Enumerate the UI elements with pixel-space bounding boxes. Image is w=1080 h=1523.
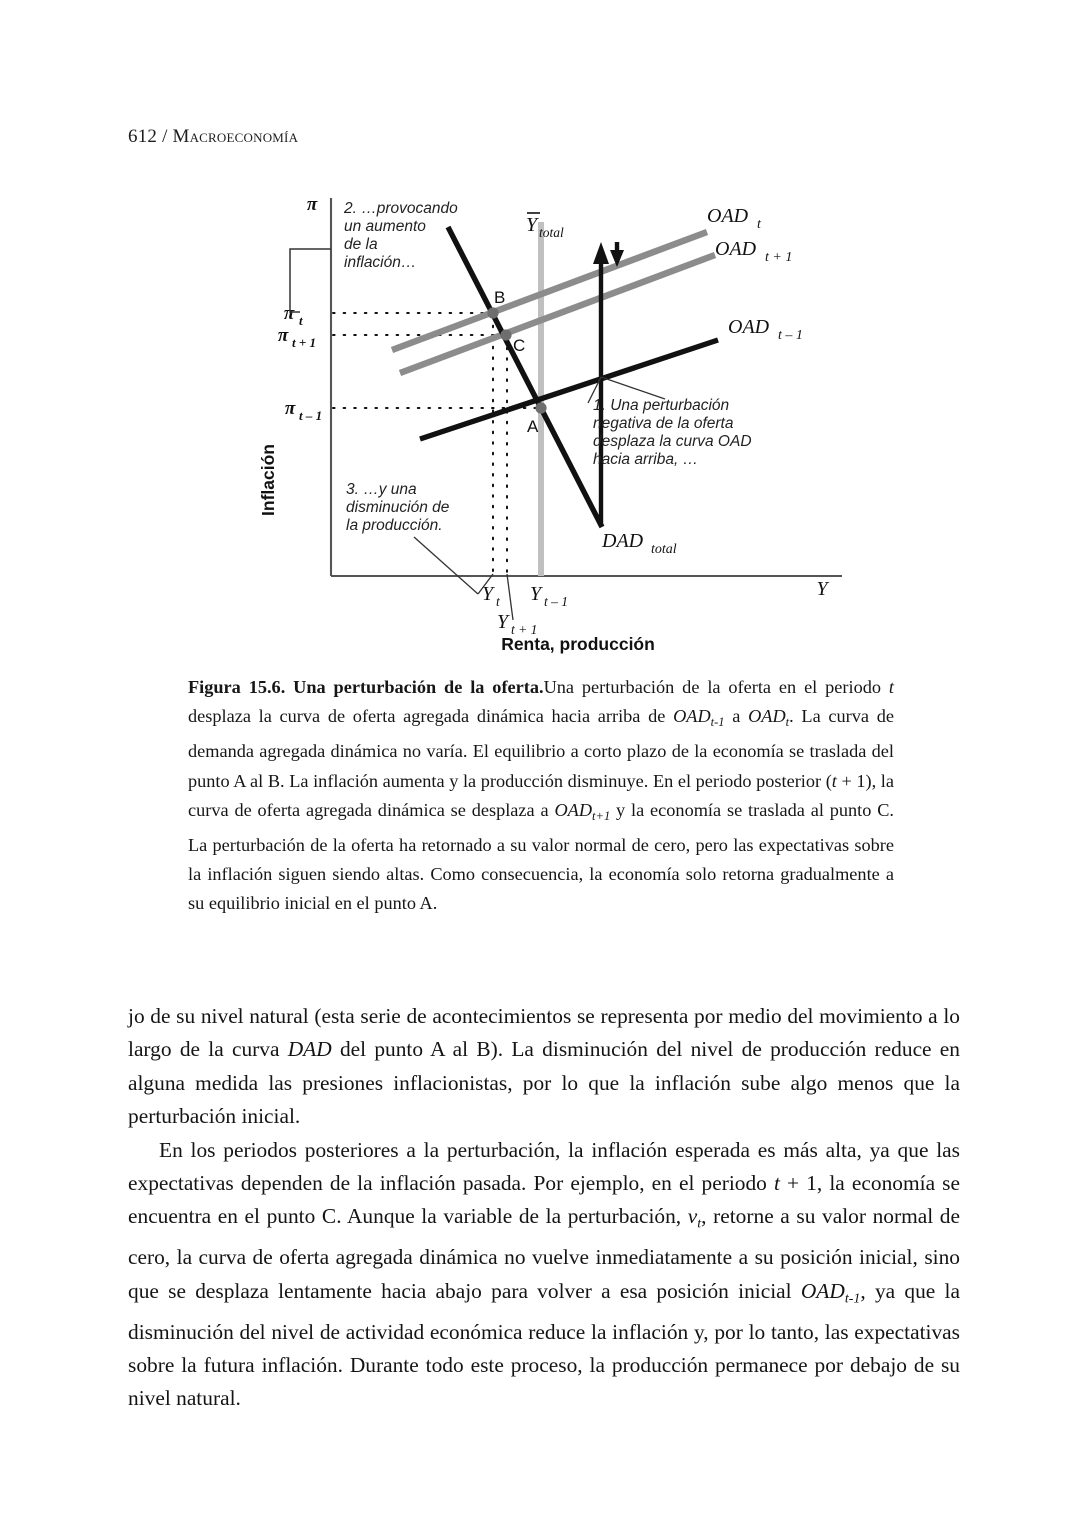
caption-oad-1-sub: t-1 — [710, 715, 725, 730]
x-tick-y-t-plus-1-base: Y — [497, 611, 509, 633]
paragraph-2-ital-v: v — [687, 1204, 698, 1229]
caption-label: Figura 15.6. — [188, 677, 286, 697]
annotation-1-line-2: negativa de la oferta — [593, 415, 734, 432]
paragraph-2-ital-v-sub: t — [697, 1216, 702, 1232]
y-tick-pi-t-minus-1-base: π — [284, 398, 296, 419]
potential-output-label — [526, 213, 564, 240]
x-tick-y-t — [482, 583, 501, 609]
x-tick-y-t-plus-1-sub: t + 1 — [511, 622, 538, 637]
y-tick-pi-t-plus-1-sub: t + 1 — [292, 335, 317, 350]
caption-oad-2-sub: t — [785, 715, 790, 730]
running-head — [128, 126, 298, 148]
y-tick-pi-t-sub: t — [299, 313, 303, 328]
annotation-1-leader-b — [601, 377, 665, 399]
potential-output-base: Y — [526, 214, 538, 236]
marker-point-b — [487, 307, 498, 318]
label-dad-total-sub: total — [651, 542, 677, 557]
annotation-3-line-1: 3. …y una — [346, 481, 417, 498]
paragraph-2-part-2: + 1, la economía se encuentra en el punto C. Aunque la variable de la perturbación, — [128, 1171, 960, 1229]
running-head-separator: / — [162, 126, 168, 147]
curve-oad-t — [392, 232, 707, 350]
y-tick-pi-t-plus-1 — [278, 325, 316, 350]
label-oad-t-minus-1-sub: t – 1 — [778, 328, 803, 343]
paragraph-2-part-4: , ya que la disminución del nivel de actividad económica reduce la inflación y, por lo tanto, las expectativas sobre la futura inflación. Durante todo este proceso, la producción permanece por debajo de su nivel natural. — [128, 1278, 960, 1411]
caption-text-2: desplaza la curva de oferta agregada dinámica hacia arriba de — [188, 706, 674, 727]
annotation-3-line-3: la producción. — [346, 517, 443, 534]
caption-text-4: . La curva de demanda agregada dinámica no varía. El equilibrio a corto plazo de la economía se traslada del punto A al B. La inflación aumenta y la producción disminuye. En el periodo posterior ( — [188, 706, 894, 791]
annotation-1-line-4: hacia arriba, … — [593, 451, 699, 468]
paragraph-2-oad: OAD — [800, 1278, 845, 1303]
y-tick-pi-t-minus-1 — [285, 398, 322, 423]
annotation-2-line-3: de la — [344, 236, 378, 253]
supply-shock-diagram — [0, 170, 1080, 670]
y-axis-title: Inflación — [258, 444, 278, 516]
x-axis-symbol: Y — [816, 578, 828, 600]
inflation-increase-bracket — [290, 249, 331, 312]
label-oad-t-minus-1-base: OAD — [728, 316, 770, 338]
potential-output-sub: total — [539, 225, 564, 240]
label-oad-t-plus-1 — [715, 238, 792, 265]
x-tick-y-t-minus-1-sub: t – 1 — [544, 594, 569, 609]
caption-oad-3: OAD — [554, 799, 593, 820]
caption-text-3: a — [724, 706, 749, 727]
label-oad-t — [707, 205, 762, 232]
paragraph-1-part-1: jo de su nivel natural (esta serie de acontecimientos se representa por medio del movimiento a lo largo de la curva — [128, 1004, 960, 1062]
caption-title: Una perturbación de la oferta. — [293, 677, 544, 697]
caption-text-5: + 1), la curva de oferta agregada dinámica se desplaza a — [188, 770, 894, 820]
marker-point-c — [500, 329, 511, 340]
point-label-c: C — [513, 336, 526, 355]
x-tick-y-t-base: Y — [482, 583, 494, 605]
marker-point-a — [535, 402, 546, 413]
annotation-1-line-3: desplaza la curva OAD — [593, 433, 752, 450]
figure-15-6 — [0, 170, 1080, 670]
y-axis-symbol: π — [306, 194, 318, 215]
annotation-1 — [588, 377, 752, 468]
body-paragraph-2 — [128, 1134, 960, 1416]
x-tick-y-t-sub: t — [496, 594, 500, 609]
running-head-title: Macroeconomía — [172, 126, 299, 147]
label-oad-t-sub: t — [757, 217, 761, 232]
paragraph-1-part-2: del punto A al B). La disminución del nivel de producción reduce en alguna medida las presiones inflacionistas, por lo que la inflación sube algo menos que la perturbación inicial. — [128, 1037, 960, 1129]
curve-dad-total — [448, 227, 602, 527]
annotation-2-line-1: 2. …provocando — [344, 200, 458, 217]
figure-canvas — [0, 170, 1080, 670]
annotation-2-line-4: inflación… — [344, 254, 417, 271]
label-dad-total — [601, 530, 677, 557]
label-oad-t-minus-1 — [728, 316, 803, 343]
x-axis-title: Renta, producción — [501, 634, 655, 654]
body-paragraph-1 — [128, 1000, 960, 1134]
label-oad-t-base: OAD — [707, 205, 749, 227]
annotation-2-line-2: un aumento — [344, 218, 426, 235]
point-label-b: B — [494, 288, 506, 307]
annotation-1-line-1: 1. Una perturbación — [593, 397, 730, 414]
caption-text-6: y la economía se traslada al punto C. La perturbación de la oferta ha retornado a su valor normal de cero, pero las expectativas sobre la inflación siguen siendo altas. Como consecuencia, la economía solo retorna gradualmente a su equilibrio inicial en el punto A. — [188, 799, 894, 914]
x-tick-y-t-minus-1-base: Y — [530, 583, 542, 605]
label-oad-t-plus-1-base: OAD — [715, 238, 757, 260]
caption-oad-1: OAD — [673, 706, 711, 727]
y-tick-pi-t-plus-1-base: π — [277, 325, 289, 346]
annotation-3-leader — [414, 537, 478, 594]
caption-ital-t2: t — [831, 770, 837, 791]
caption-oad-3-sub: t+1 — [592, 808, 611, 823]
caption-text-1: Una perturbación de la oferta en el periodo — [543, 677, 889, 697]
figure-caption — [188, 673, 894, 919]
caption-ital-t: t — [888, 677, 894, 697]
y-tick-pi-t-base: π — [283, 303, 295, 324]
body-text — [128, 1000, 960, 1416]
paragraph-2-ital-t: t — [773, 1171, 780, 1196]
label-oad-t-plus-1-sub: t + 1 — [765, 250, 793, 265]
paragraph-1-ital-dad: DAD — [287, 1037, 332, 1062]
point-label-a: A — [527, 417, 539, 436]
x-tick-y-t-minus-1 — [530, 583, 568, 609]
caption-oad-2: OAD — [748, 706, 786, 727]
paragraph-2-oad-sub: t-1 — [844, 1291, 861, 1307]
annotation-3-line-2: disminución de — [346, 499, 450, 516]
paragraph-2-part-1: En los periodos posteriores a la perturbación, la inflación esperada es más alta, ya que las expectativas dependen de la inflación pasada. Por ejemplo, en el periodo — [128, 1137, 960, 1196]
paragraph-2-part-3: , retorne a su valor normal de cero, la curva de oferta agregada dinámica no vuelve inmediatamente a su posición inicial, sino que se desplaza lentamente hacia abajo para volver a esa posición inicial — [128, 1204, 960, 1303]
page-folio: 612 — [128, 126, 158, 147]
annotation-2 — [343, 200, 458, 271]
label-dad-total-base: DAD — [602, 530, 644, 552]
y-tick-pi-t-minus-1-sub: t – 1 — [299, 408, 323, 423]
